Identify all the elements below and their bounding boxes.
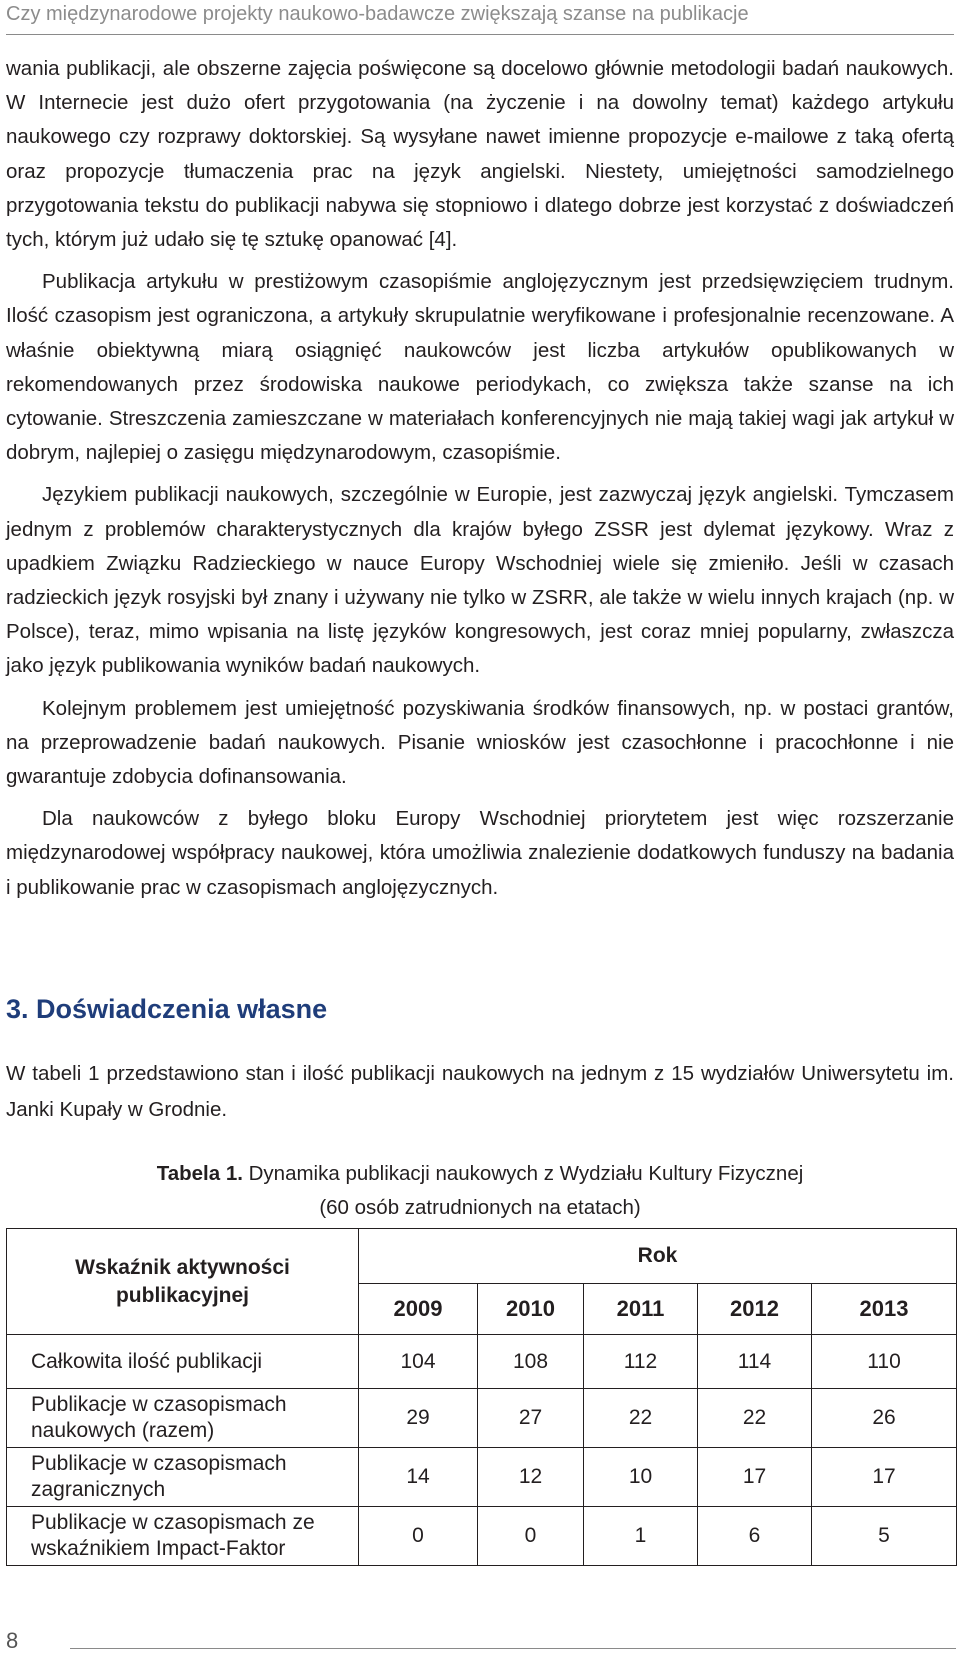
table-header-year: 2010: [478, 1284, 584, 1335]
intro-paragraph: W tabeli 1 przedstawiono stan i ilość publikacji naukowych na jednym z 15 wydziałów Uniwersytetu im. Janki Kupały w Grodnie.: [6, 1062, 954, 1121]
table-caption-label: Tabela 1.: [156, 1162, 243, 1185]
cell-value: 0: [359, 1507, 478, 1566]
cell-value: 29: [359, 1389, 478, 1448]
table-row: [7, 1448, 957, 1507]
cell-value: 12: [478, 1448, 584, 1507]
row-label: Publikacje w czasopismach naukowych (razem): [7, 1389, 359, 1448]
row-label: Publikacje w czasopismach ze wskaźnikiem Impact-Faktor: [7, 1507, 359, 1566]
cell-value: 110: [812, 1335, 957, 1389]
publication-table: [6, 1228, 957, 1566]
paragraph: Językiem publikacji naukowych, szczególnie w Europie, jest zazwyczaj język angielski. Tymczasem jednym z problemów charakterystycznych dla krajów byłego ZSSR jest dylemat językowy. Wraz z upadkiem Związku Radzieckiego w nauce Europy Wschodniej wiele się zmieniło. Jeśli w czasach radzieckich język rosyjski był znany i używany nie tylko w ZSRR, ale także w wielu innych krajach (np. w Polsce), teraz, mimo wpisania na listę języków kongresowych, jest coraz mniej popularny, zwłaszcza jako język publikowania wyników badań naukowych.: [6, 483, 954, 678]
row-label: Całkowita ilość publikacji: [7, 1335, 359, 1389]
paragraph: Publikacja artykułu w prestiżowym czasopiśmie anglojęzycznym jest przedsięwzięciem trudnym. Ilość czasopism jest ograniczona, a artykuły skrupulatnie weryfikowane i profesjonalnie recenzowane. A właśnie obiektywną miarą osiągnięć naukowców jest liczba artykułów opublikowanych w rekomendowanych przez środowiska naukowe periodykach, co zwiększa także szanse na ich cytowanie. Streszczenia zamieszczane w materiałach konferencyjnych nie mają takiej wagi jak artykuł w dobrym, najlepiej o zasięgu międzynarodowym, czasopiśmie.: [6, 270, 954, 465]
cell-value: 5: [812, 1507, 957, 1566]
cell-value: 22: [698, 1389, 812, 1448]
cell-value: 17: [812, 1448, 957, 1507]
cell-value: 27: [478, 1389, 584, 1448]
cell-value: 6: [698, 1507, 812, 1566]
table-caption-line1: Dynamika publikacji naukowych z Wydziału Kultury Fizycznej: [242, 1162, 804, 1185]
table-header-year: 2013: [812, 1284, 957, 1335]
table-caption-line2: (60 osób zatrudnionych na etatach): [319, 1196, 641, 1219]
page-number: 8: [6, 1628, 19, 1653]
cell-value: 10: [584, 1448, 698, 1507]
paragraph: wania publikacji, ale obszerne zajęcia poświęcone są docelowo głównie metodologii badań naukowych. W Internecie jest dużo ofert przygotowania (na życzenie i na dowolny temat) każdego artykułu naukowego czy rozprawy doktorskiej. Są wysyłane nawet imienne propozycje e-mailowe z taką ofertą oraz propozycje tłumaczenia prac na język angielski. Niestety, umiejętności samodzielnego przygotowania tekstu do publikacji nabywa się stopniowo i dlatego dobrze jest korzystać z doświadczeń tych, którym już udało się tę sztukę opanować [4].: [6, 57, 954, 252]
paragraph: Dla naukowców z byłego bloku Europy Wschodniej priorytetem jest więc rozszerzanie międzynarodowej współpracy naukowej, która umożliwia znalezienie dodatkowych funduszy na badania i publikowanie prac w czasopismach anglojęzycznych.: [6, 807, 954, 899]
cell-value: 104: [359, 1335, 478, 1389]
footer-rule: [70, 1648, 956, 1649]
table-row: [7, 1335, 957, 1389]
table-header-year: 2011: [584, 1284, 698, 1335]
cell-value: 108: [478, 1335, 584, 1389]
table-header-year: 2012: [698, 1284, 812, 1335]
table-row: [7, 1389, 957, 1448]
cell-value: 112: [584, 1335, 698, 1389]
cell-value: 1: [584, 1507, 698, 1566]
cell-value: 14: [359, 1448, 478, 1507]
paragraph: Kolejnym problemem jest umiejętność pozyskiwania środków finansowych, np. w postaci grantów, na przeprowadzenie badań naukowych. Pisanie wniosków jest czasochłonne i pracochłonne i nie gwarantuje zdobycia dofinansowania.: [6, 696, 954, 789]
cell-value: 114: [698, 1335, 812, 1389]
table-header-year: 2009: [359, 1284, 478, 1335]
row-label: Publikacje w czasopismach zagranicznych: [7, 1448, 359, 1507]
table-row: [7, 1507, 957, 1566]
body-text: [6, 52, 954, 913]
cell-value: 22: [584, 1389, 698, 1448]
cell-value: 0: [478, 1507, 584, 1566]
cell-value: 26: [812, 1389, 957, 1448]
section-title: 3. Doświadczenia własne: [6, 994, 328, 1024]
table-header-year-group: Rok: [359, 1229, 957, 1284]
cell-value: 17: [698, 1448, 812, 1507]
running-head: Czy międzynarodowe projekty naukowo-badawcze zwiększają szanse na publikacje: [6, 0, 954, 35]
table-header-indicator: Wskaźnik aktywności publikacyjnej: [7, 1229, 359, 1335]
table-caption: [60, 1157, 900, 1225]
